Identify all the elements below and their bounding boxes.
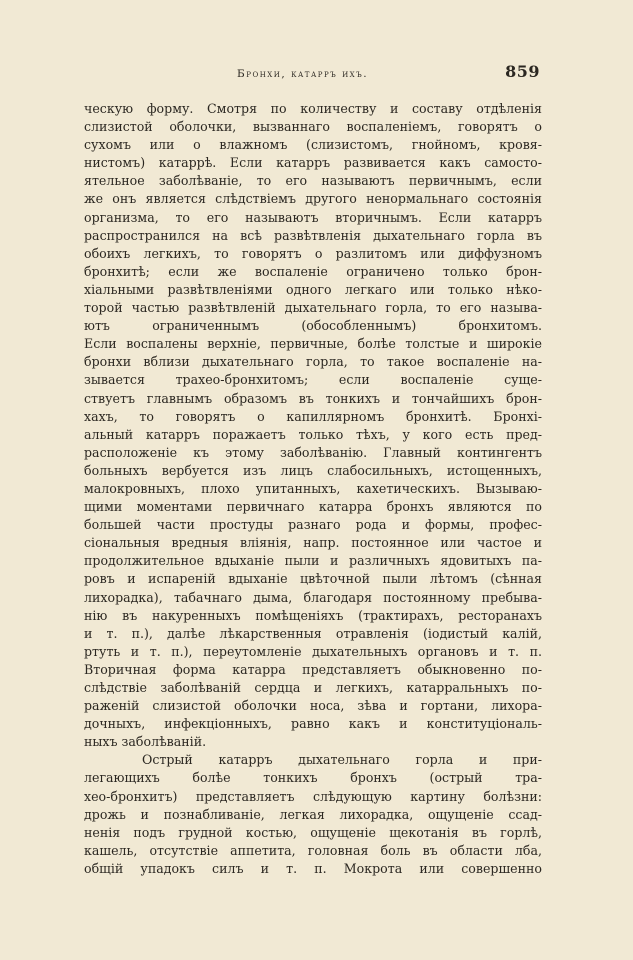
text-line: сіональныя вредныя вліянія, напр. постоянное или частое и bbox=[84, 535, 542, 551]
text-line: щими моментами первичнаго катарра бронхъ являются по bbox=[84, 499, 542, 515]
text-line: большей части простуды разнаго рода и формы, профес- bbox=[84, 517, 542, 533]
text-line: общій упадокъ силъ и т. п. Мокрота или совершенно bbox=[84, 860, 542, 876]
text-line: сухомъ или о влажномъ (слизистомъ, гнойномъ, кровя- bbox=[84, 137, 542, 153]
text-line: слизистой оболочки, вызваннаго воспаленіемъ, говорятъ о bbox=[84, 119, 542, 135]
text-line: ртуть и т. п.), переутомленіе дыхательныхъ органовъ и т. п. bbox=[84, 643, 542, 659]
text-line: нію въ накуренныхъ помѣщеніяхъ (трактирахъ, ресторанахъ bbox=[84, 607, 542, 623]
page-header bbox=[60, 62, 540, 81]
text-line: бронхи вблизи дыхательнаго горла, то такое воспаленіе на- bbox=[84, 354, 542, 370]
text-line: зывается трахео-бронхитомъ; если воспаленіе суще- bbox=[84, 372, 542, 388]
text-line: ненія подъ грудной костью, ощущеніе щекотанія въ горлѣ, bbox=[84, 824, 542, 840]
text-line: дрожь и познабливаніе, легкая лихорадка, ощущеніе ссад- bbox=[84, 806, 542, 822]
text-line: хіальными развѣтвленіями одного легкаго или только нѣко- bbox=[84, 281, 542, 297]
page-number: 859 bbox=[505, 62, 540, 81]
text-line: распространился на всѣ развѣтвленія дыхательнаго горла въ bbox=[84, 227, 542, 243]
text-line: раженій слизистой оболочки носа, зѣва и гортани, лихора- bbox=[84, 698, 542, 714]
text-line: хео-бронхитъ) представляетъ слѣдующую картину болѣзни: bbox=[84, 788, 542, 804]
text-line: лихорадка), табачнаго дыма, благодаря постоянному пребыва- bbox=[84, 589, 542, 605]
text-line: ствуетъ главнымъ образомъ въ тонкихъ и тончайшихъ брон- bbox=[84, 390, 542, 406]
text-line: ютъ ограниченнымъ (обособленнымъ) бронхитомъ. bbox=[84, 318, 542, 334]
body-text bbox=[84, 100, 542, 878]
text-line: торой частью развѣтвленій дыхательнаго горла, то его называ- bbox=[84, 300, 542, 316]
text-line: Если воспалены верхніе, первичные, болѣе толстые и широкіе bbox=[84, 336, 542, 352]
text-line: дочныхъ, инфекціонныхъ, равно какъ и конституціональ- bbox=[84, 716, 542, 732]
text-line: ятельное заболѣваніе, то его называютъ первичнымъ, если bbox=[84, 173, 542, 189]
text-line: нистомъ) катаррѣ. Если катарръ развивается какъ самосто- bbox=[84, 155, 542, 171]
text-line: слѣдствіе заболѣваній сердца и легкихъ, катарральныхъ по- bbox=[84, 680, 542, 695]
text-line: и т. п.), далѣе лѣкарственныя отравленія (іодистый калій, bbox=[84, 625, 542, 641]
text-line: альный катарръ поражаетъ только тѣхъ, у кого есть пред- bbox=[84, 426, 542, 442]
text-line: обоихъ легкихъ, то говорятъ о разлитомъ или диффузномъ bbox=[84, 245, 542, 261]
text-line: организма, то его называютъ вторичнымъ. Если катарръ bbox=[84, 209, 542, 225]
text-line: Вторичная форма катарра представляетъ обыкновенно по- bbox=[84, 661, 542, 677]
text-line: легающихъ болѣе тонкихъ бронхъ (острый тра- bbox=[84, 770, 542, 786]
text-line: ныхъ заболѣваній. bbox=[84, 734, 207, 750]
text-line: кашель, отсутствіе аппетита, головная боль въ области лба, bbox=[84, 842, 542, 858]
text-line: Острый катарръ дыхательнаго горла и при- bbox=[142, 752, 542, 768]
text-line: ровъ и испареній вдыханіе цвѣточной пыли лѣтомъ (сѣнная bbox=[84, 571, 542, 587]
text-line: же онъ является слѣдствіемъ другого ненормальнаго состоянія bbox=[84, 191, 542, 207]
text-line: ческую форму. Смотря по количеству и составу отдѣленія bbox=[84, 101, 542, 116]
text-line: расположеніе къ этому заболѣванію. Главный контингентъ bbox=[84, 444, 542, 460]
text-line: бронхитѣ; если же воспаленіе ограничено только брон- bbox=[84, 263, 542, 279]
running-title: Бронхи, катарръ ихъ. bbox=[237, 68, 369, 80]
text-line: продолжительное вдыханіе пыли и различныхъ ядовитыхъ па- bbox=[84, 553, 542, 569]
text-line: хахъ, то говорятъ о капиллярномъ бронхитѣ. Бронхі- bbox=[84, 408, 542, 424]
text-line: малокровныхъ, плохо упитанныхъ, кахетическихъ. Вызываю- bbox=[84, 480, 542, 496]
text-line: больныхъ вербуется изъ лицъ слабосильныхъ, истощенныхъ, bbox=[84, 462, 542, 478]
